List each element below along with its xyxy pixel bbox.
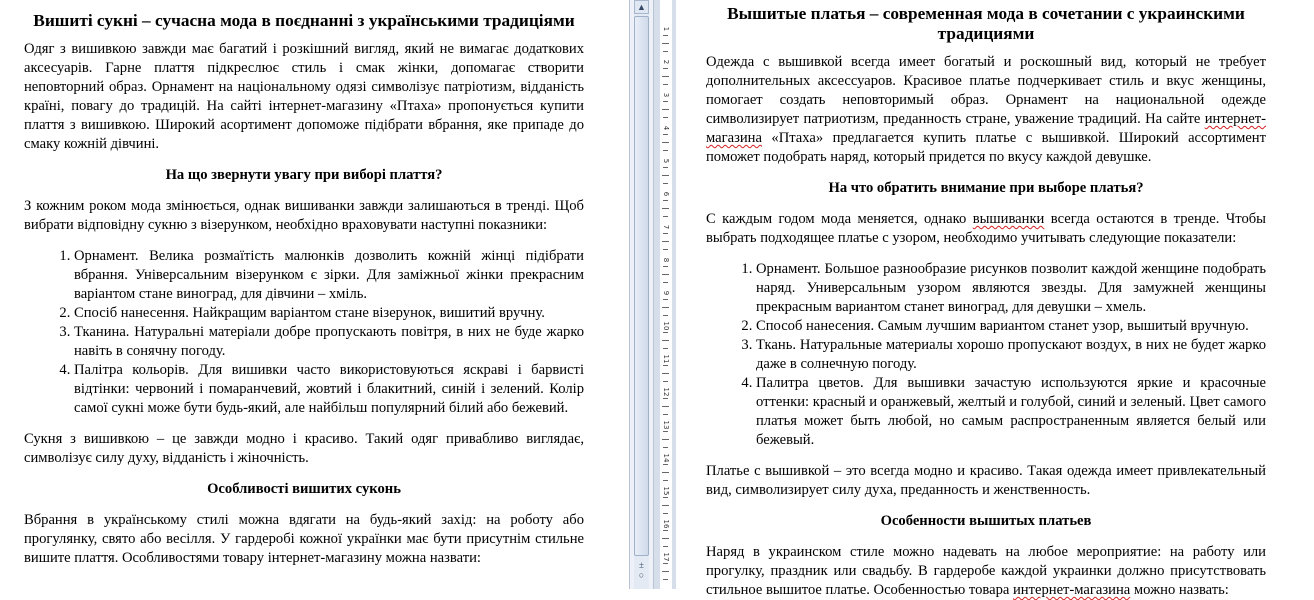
trend-paragraph <box>706 210 1266 248</box>
section-heading-features: Особенности вышитых платьев <box>880 513 1092 529</box>
select-browse-object-icon[interactable]: ○ <box>638 570 645 580</box>
ruler-tick <box>663 35 668 36</box>
ruler-number: 12 <box>662 387 670 397</box>
page-body <box>24 0 584 568</box>
section-heading-choice: На что обратить внимание при выборе платья? <box>828 180 1144 196</box>
features-text-end: можно назвать: <box>1130 582 1229 598</box>
ruler-number: 2 <box>662 59 670 65</box>
section-heading-features: Особливості вишитих суконь <box>207 481 401 497</box>
trend-paragraph: З кожним роком мода змінюється, однак вишиванки завжди залишаються в тренді. Щоб вибрати відповідну сукню з візерунком, необхідно враховувати наступні показники: <box>24 198 584 233</box>
ruler-tick <box>663 414 668 415</box>
intro-paragraph: Одяг з вишивкою завжди має багатий і розкішний вигляд, який не вимагає додаткових аксесуарів. Гарне плаття підкреслює стиль і смак жінки, допомагає створити неповторний образ. Орнамент на національному одязі символізує патріотизм, відданість країні, повагу до традицій. На сайті інтернет-магазину «Птаха» пропонується купити плаття з вишивкою. Широкий асортимент допоможе підібрати вбрання, яке припаде до смаку кожній дівчині. <box>24 41 584 152</box>
ruler-number: 3 <box>662 92 670 98</box>
ruler-tick <box>663 365 668 366</box>
ruler-tick <box>663 530 668 531</box>
document-pane-ukrainian[interactable] <box>0 0 629 589</box>
ruler-number: 11 <box>662 354 670 364</box>
summary-paragraph: Сукня з вишивкою – це завжди модно і красиво. Такий одяг привабливо виглядає, символізує силу духу, відданість і жіночність. <box>24 431 584 466</box>
section-heading-choice: На що звернути увагу при виборі плаття? <box>165 167 443 183</box>
document-title: Вишиті сукні – сучасна мода в поєднанні з українськими традиціями <box>33 11 575 30</box>
ruler-number: 1 <box>662 26 670 32</box>
ruler-tick <box>662 439 669 440</box>
ruler-number: 8 <box>662 257 670 263</box>
ruler-tick <box>663 134 668 135</box>
ruler-tick <box>663 447 668 448</box>
ruler-tick <box>662 406 669 407</box>
ruler-number: 14 <box>662 453 670 463</box>
trend-text-start: С каждым годом мода меняется, однако <box>706 211 973 227</box>
browse-prev-icon[interactable]: ± <box>639 560 644 570</box>
ruler-tick <box>663 497 668 498</box>
ruler-tick <box>662 43 669 44</box>
ruler-tick <box>663 233 668 234</box>
features-paragraph: Вбрання в українському стилі можна вдягати на будь-який захід: на роботу або прогулянку, свято або весілля. У гардеробі кожної українки має бути присутнім стильне вишите плаття. Особливостями товару інтернет-магазину можна назвати: <box>24 512 584 566</box>
ruler-tick <box>662 538 669 539</box>
ruler-number: 5 <box>662 158 670 164</box>
list-item: 4. Палітра кольорів. Для вишивки часто використовуються яскраві і барвисті відтінки: червоний і помаранчевий, жовтий і блакитний, синій і зелений. Колір самої сукні може бути будь-який, але найбільш популярний білий або бежевий. <box>74 361 584 418</box>
ruler-tick <box>663 381 668 382</box>
ruler-tick <box>662 571 669 572</box>
intro-text-start: Одежда с вышивкой всегда имеет богатый и роскошный вид, который не требует дополнительных аксессуаров. Красивое платье подчеркивает стиль и вкус женщины, помогает создать неповторимый образ. Орнамент на национальной одежде символизирует патриотизм, преданность стране, уважение традиций. На сайте <box>706 54 1266 127</box>
list-item: 4. Палитра цветов. Для вышивки зачастую используются яркие и красочные оттенки: красный и оранжевый, желтый и голубой, синий и зеленый. Цвет самого платья может быть любой, но самым распространенным является белый или бежевый. <box>756 374 1266 450</box>
ruler-tick <box>663 249 668 250</box>
ruler-tick <box>663 332 668 333</box>
ruler-tick <box>663 513 668 514</box>
pane-divider[interactable] <box>629 0 654 589</box>
criteria-list <box>24 247 584 418</box>
ruler-number: 16 <box>662 519 670 529</box>
ruler-tick <box>662 175 669 176</box>
ruler-tick <box>662 340 669 341</box>
scroll-thumb[interactable] <box>634 16 649 556</box>
ruler-number: 17 <box>662 552 670 562</box>
ruler-tick <box>663 51 668 52</box>
ruler-tick <box>663 282 668 283</box>
scroll-up-arrow-icon[interactable]: ▲ <box>634 0 649 14</box>
spellcheck-word[interactable]: интернет-магазина <box>706 111 1266 146</box>
ruler-tick <box>663 546 668 547</box>
ruler-tick <box>663 315 668 316</box>
spellcheck-word[interactable]: вышиванки <box>972 211 1045 227</box>
ruler-tick <box>662 307 669 308</box>
ruler-tick <box>662 505 669 506</box>
ruler-number: 6 <box>662 191 670 197</box>
document-title: Вышитые платья – современная мода в сочетании с украинскими традициями <box>727 4 1245 43</box>
ruler-tick <box>662 274 669 275</box>
trend-text-end: всегда остаются в тренде. Чтобы выбрать подходящее платье с узором, необходимо учитывать следующие показатели: <box>706 211 1266 246</box>
ruler-tick <box>663 480 668 481</box>
intro-text-end: «Птаха» предлагается купить платье с вышивкой. Широкий ассортимент поможет подобрать наряд, который придется по вкусу каждой девушке. <box>706 130 1266 165</box>
list-item: 3. Ткань. Натуральные материалы хорошо пропускают воздух, в них не будет жарко даже в солнечную погоду. <box>756 336 1266 374</box>
ruler-tick <box>662 472 669 473</box>
ruler-tick <box>663 117 668 118</box>
ruler-tick <box>663 398 668 399</box>
intro-paragraph <box>706 53 1266 167</box>
features-text-start: Наряд в украинском стиле можно надевать на любое мероприятие: на работу или прогулку, праздник или свадьбу. В гардеробе каждой украинки должно присутствовать стильное вышитое платье. Особенностью товара <box>706 544 1266 598</box>
ruler-tick <box>663 183 668 184</box>
list-item: 2. Способ нанесения. Самым лучшим вариантом станет узор, вышитый вручную. <box>756 317 1266 336</box>
ruler-tick <box>662 208 669 209</box>
ruler-tick <box>662 142 669 143</box>
page-gap <box>676 0 684 589</box>
ruler-tick <box>663 266 668 267</box>
ruler-tick <box>663 431 668 432</box>
vertical-scrollbar[interactable] <box>634 0 649 589</box>
ruler-tick <box>663 299 668 300</box>
page-body <box>706 0 1266 600</box>
list-item: 2. Спосіб нанесення. Найкращим варіантом стане візерунок, вишитий вручну. <box>74 304 584 323</box>
features-paragraph <box>706 543 1266 600</box>
ruler-tick <box>663 101 668 102</box>
list-item: 1. Орнамент. Большое разнообразие рисунков позволит каждой женщине подобрать наряд. Универсальным узором являются звезды. Для замужней женщины прекрасным вариантом станет виноград, для девушки – хмель. <box>756 260 1266 317</box>
ruler-tick <box>663 579 668 580</box>
ruler-tick <box>663 167 668 168</box>
summary-paragraph: Платье с вышивкой – это всегда модно и красиво. Такая одежда имеет привлекательный вид, символизирует силу духа, преданность и женственность. <box>706 463 1266 498</box>
vertical-ruler[interactable] <box>654 0 676 589</box>
ruler-tick <box>662 76 669 77</box>
ruler-tick <box>663 216 668 217</box>
ruler-tick <box>663 68 668 69</box>
list-item: 3. Тканина. Натуральні матеріали добре пропускають повітря, в них не буде жарко навіть в сонячну погоду. <box>74 323 584 361</box>
ruler-tick <box>663 464 668 465</box>
ruler-tick <box>662 109 669 110</box>
ruler-tick <box>663 84 668 85</box>
ruler-tick <box>663 150 668 151</box>
ruler-number: 4 <box>662 125 670 131</box>
spellcheck-word[interactable]: интернет-магазина <box>1013 582 1131 598</box>
ruler-number: 15 <box>662 486 670 496</box>
criteria-list <box>706 260 1266 450</box>
ruler-tick <box>663 348 668 349</box>
ruler-number: 7 <box>662 224 670 230</box>
ruler-tick <box>662 373 669 374</box>
ruler-tick <box>662 241 669 242</box>
document-pane-russian[interactable] <box>684 0 1314 598</box>
ruler-tick <box>663 563 668 564</box>
list-item: 1. Орнамент. Велика розмаїтість малюнків дозволить кожній жінці підібрати вбрання. Універсальним візерунком є зірки. Для заміжньої жінки прекрасним варіантом стане виноград, для дівчини – хміль. <box>74 247 584 304</box>
ruler-tick <box>663 200 668 201</box>
ruler-number: 10 <box>662 321 670 331</box>
ruler-number: 9 <box>662 290 670 296</box>
ruler-number: 13 <box>662 420 670 430</box>
browse-object-buttons[interactable] <box>634 560 649 580</box>
